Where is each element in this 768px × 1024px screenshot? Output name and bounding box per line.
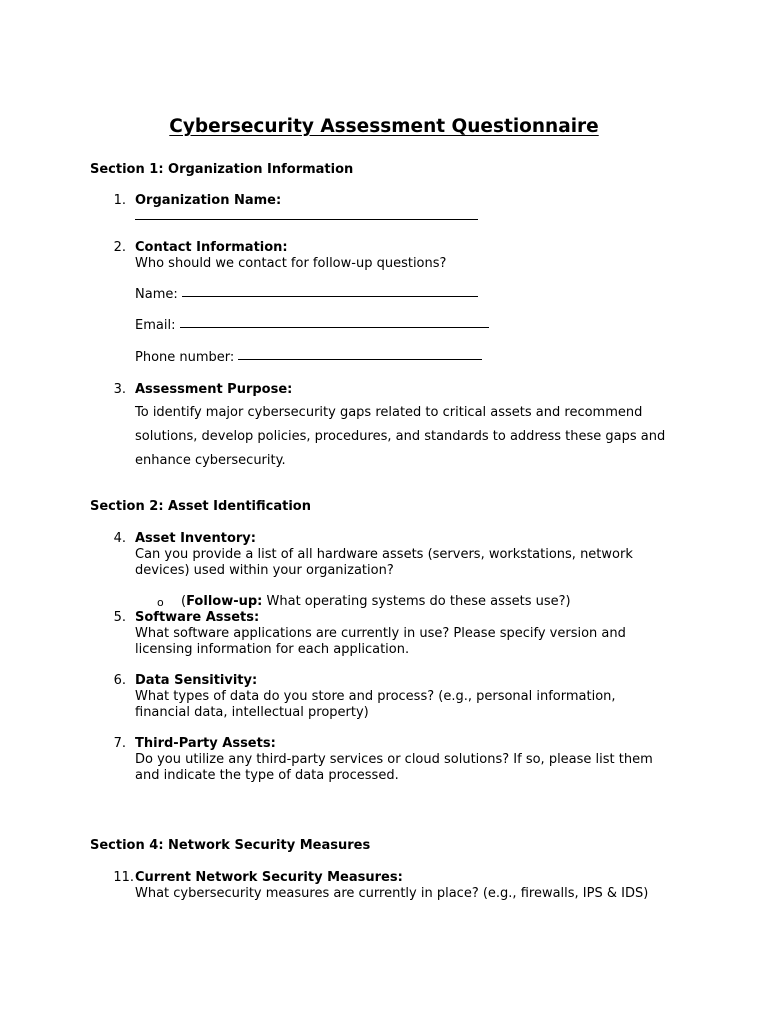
question-2-label: Contact Information: [135, 240, 288, 255]
contact-name-field[interactable] [182, 296, 478, 297]
question-5-label: Software Assets: [135, 610, 260, 625]
contact-email-row [135, 318, 489, 334]
assessment-purpose-line: solutions, develop policies, procedures, and standards to address these gaps and [135, 429, 666, 444]
contact-email-field[interactable] [180, 327, 489, 328]
followup-text: What operating systems do these assets use?) [262, 594, 571, 609]
organization-name-field[interactable] [135, 210, 478, 226]
question-4-label: Asset Inventory: [135, 531, 256, 546]
question-2-number: 2. [113, 240, 126, 255]
question-6-text: What types of data do you store and process? (e.g., personal information, [135, 689, 616, 704]
contact-name-label: Name: [135, 287, 178, 302]
followup-label: Follow-up: [186, 594, 263, 609]
question-6-text: financial data, intellectual property) [135, 705, 369, 720]
section-4-heading: Section 4: Network Security Measures [90, 838, 371, 853]
followup-item [181, 594, 571, 610]
question-11-text: What cybersecurity measures are currently in place? (e.g., firewalls, IPS & IDS) [135, 886, 649, 901]
question-3-number: 3. [113, 382, 126, 397]
question-4-number: 4. [113, 531, 126, 546]
question-5-text: What software applications are currently in use? Please specify version and [135, 626, 626, 641]
section-1-heading: Section 1: Organization Information [90, 162, 354, 177]
contact-phone-row [135, 350, 482, 366]
contact-phone-label: Phone number: [135, 350, 235, 365]
question-11-number: 11. [113, 870, 134, 885]
assessment-purpose-line: To identify major cybersecurity gaps related to critical assets and recommend [135, 405, 643, 420]
question-1-label: Organization Name: [135, 193, 282, 208]
question-7-number: 7. [113, 736, 126, 751]
question-4-text: devices) used within your organization? [135, 563, 394, 578]
question-7-text: and indicate the type of data processed. [135, 768, 399, 783]
question-5-number: 5. [113, 610, 126, 625]
contact-phone-field[interactable] [238, 359, 482, 360]
bullet-marker: o [157, 596, 164, 609]
question-7-label: Third-Party Assets: [135, 736, 276, 751]
question-2-prompt: Who should we contact for follow-up questions? [135, 256, 447, 271]
question-5-text: licensing information for each application. [135, 642, 410, 657]
question-1-number: 1. [113, 193, 126, 208]
question-7-text: Do you utilize any third-party services or cloud solutions? If so, please list them [135, 752, 653, 767]
followup-open-paren: ( [181, 594, 187, 609]
contact-name-row [135, 287, 478, 303]
contact-email-label: Email: [135, 318, 176, 333]
section-2-heading: Section 2: Asset Identification [90, 499, 311, 514]
question-6-number: 6. [113, 673, 126, 688]
assessment-purpose-line: enhance cybersecurity. [135, 453, 286, 468]
question-3-label: Assessment Purpose: [135, 382, 293, 397]
question-4-text: Can you provide a list of all hardware assets (servers, workstations, network [135, 547, 633, 562]
document-title: Cybersecurity Assessment Questionnaire [169, 116, 599, 137]
question-11-label: Current Network Security Measures: [135, 870, 403, 885]
question-6-label: Data Sensitivity: [135, 673, 258, 688]
